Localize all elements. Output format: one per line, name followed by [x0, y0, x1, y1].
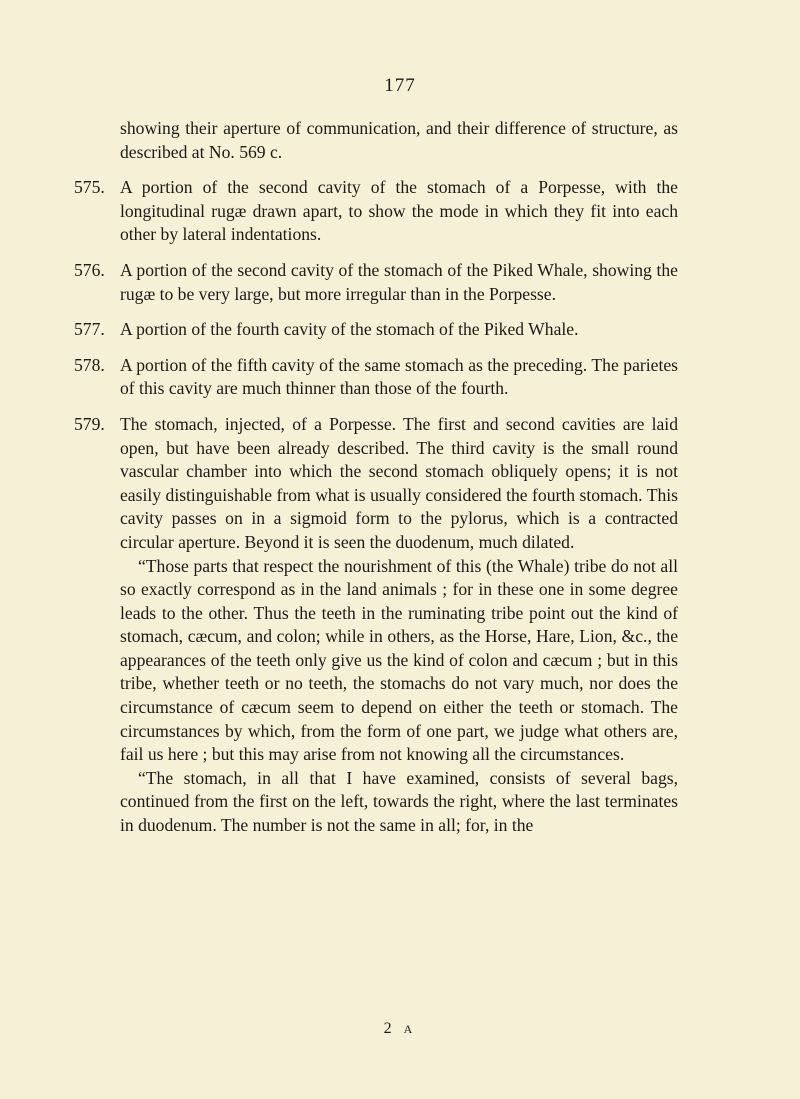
quote-paragraph: “Those parts that respect the nourishment of this (the Whale) tribe do not all so exactly correspond as in the land animals ; for in these one in some degree leads to the other. Thus the teeth in the ruminating tribe point out the kind of stomach, cæcum, and colon; while in others, as the Horse, Hare, Lion, &c., the appearances of the teeth only give us the kind of colon and cæcum ; but in this tribe, whether teeth or no teeth, the stomachs do not vary much, nor does the circumstance of cæcum seem to depend on either the teeth or stomach. The circumstances by which, from the form of one part, we judge what others are, fail us here ; but this may arise from not knowing all the circumstances.: [120, 555, 678, 765]
entry-number: 575.: [74, 177, 105, 198]
page-body: [74, 117, 678, 850]
signature-mark: [0, 1020, 800, 1038]
entry-text: A portion of the second cavity of the stomach of a Porpesse, with the longitudinal rugæ drawn apart, to show the mode in which they fit into each other by lateral indentations.: [120, 177, 678, 245]
catalogue-entry-577: [74, 318, 678, 342]
entry-number: 577.: [74, 319, 105, 340]
entry-text: A portion of the fourth cavity of the stomach of the Piked Whale.: [120, 319, 579, 340]
entry-text: A portion of the second cavity of the stomach of the Piked Whale, showing the rugæ to be very large, but more irregular than in the Porpesse.: [120, 259, 678, 304]
entry-text: The stomach, injected, of a Porpesse. The first and second cavities are laid open, but have been already described. The third cavity is the small round vascular chamber into which the second stomach obliquely opens; it is not easily distinguishable from what is usually considered the fourth stomach. This cavity passes on in a sigmoid form to the pylorus, which is a contracted circular aperture. Beyond it is seen the duodenum, much dilated.: [120, 413, 678, 552]
quote-paragraph: “The stomach, in all that I have examined, consists of several bags, continued from the first on the left, towards the right, where the last terminates in duodenum. The number is not the same in all; for, in the: [120, 767, 678, 836]
entry-number: 578.: [74, 354, 105, 375]
signature-letter: A: [403, 1022, 417, 1036]
catalogue-entry-576: [74, 259, 678, 306]
intro-text: showing their aperture of communication, and their difference of structure, as described at No. 569 c.: [120, 118, 678, 162]
catalogue-entry-578: [74, 354, 678, 401]
catalogue-entry-575: [74, 176, 678, 247]
entry-number: 579.: [74, 413, 105, 434]
page-number: 177: [384, 75, 416, 96]
signature-number: 2: [383, 1020, 396, 1037]
intro-paragraph: [120, 117, 678, 164]
entry-number: 576.: [74, 259, 105, 280]
entry-text: A portion of the fifth cavity of the same stomach as the preceding. The parietes of this cavity are much thinner than those of the fourth.: [120, 354, 678, 399]
catalogue-entry-579: [74, 413, 678, 838]
